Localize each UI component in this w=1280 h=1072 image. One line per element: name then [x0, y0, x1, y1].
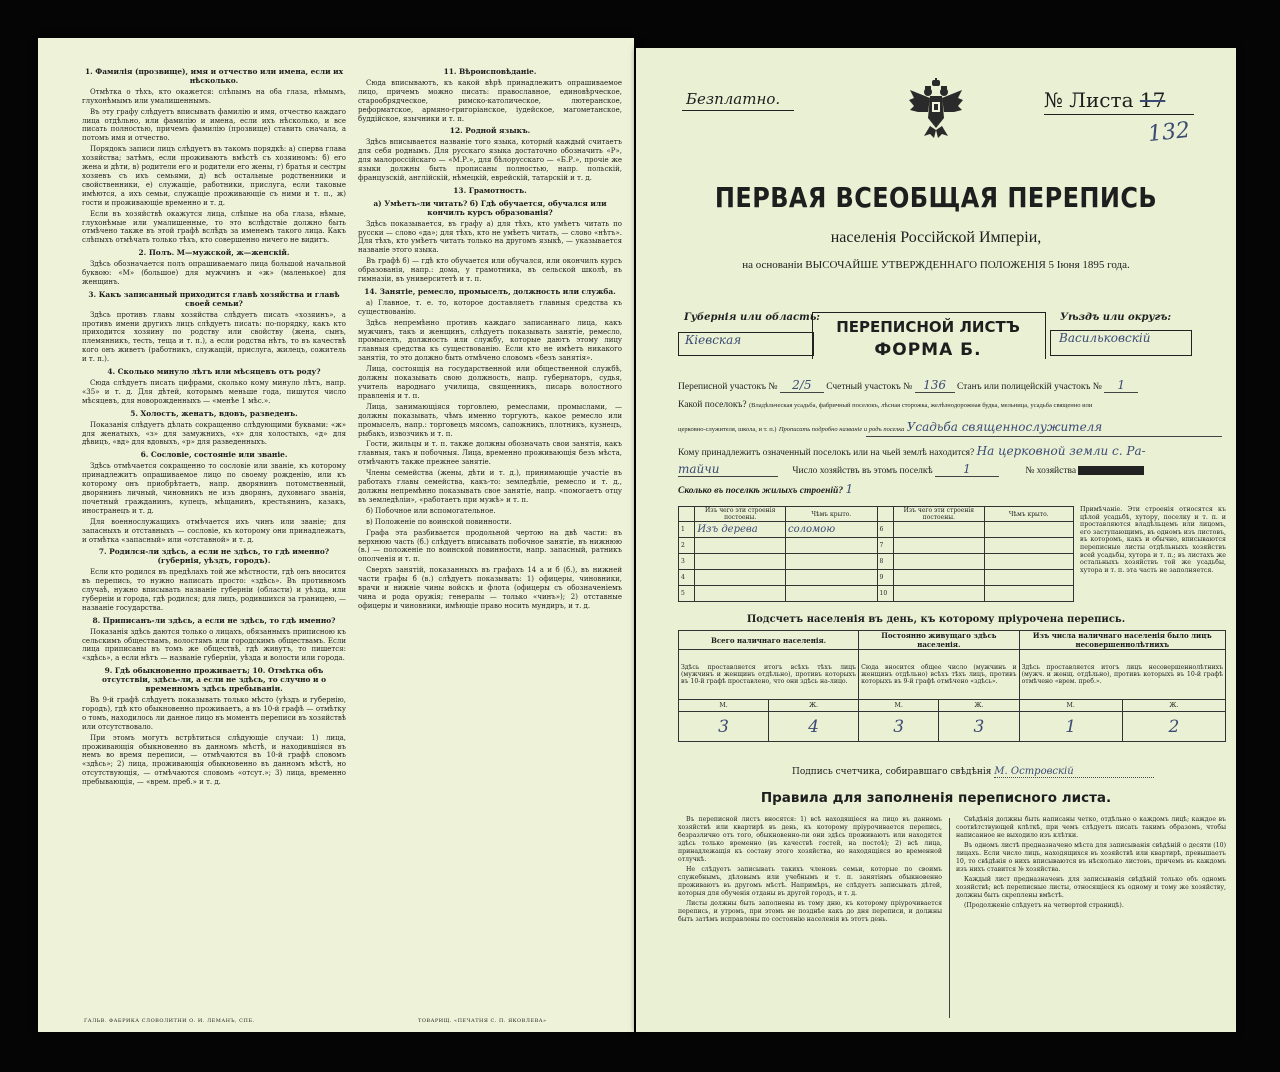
list-number-underline: [1044, 114, 1194, 115]
settlement-type-value: Усадьба священнослужителя: [906, 420, 1103, 434]
instruction-paragraph: Сверхъ занятій, показанныхъ въ графахъ 14 а и б (б.), въ нижней части графы б (в.) слѣдуетъ показывать: 1) офицеры, чиновники, врачи и нижніе чины войскъ и флота (офицеры съ обозначеніемъ чина и рода оружія; генералы — только «чинъ»); 2) отставные офицеры и чиновники, имѣющіе право носить мундиръ, и т. д.: [358, 566, 622, 610]
household-number-redacted: [1078, 466, 1144, 475]
instruction-paragraph: Показанія слѣдуетъ дѣлать сокращенно слѣдующими буквами: «ж» для женатыхъ, «з» для замужнихъ, «х» для холостыхъ, «д» для дѣвицъ, «вд» для вдовыхъ, «р» для разведенныхъ.: [82, 420, 346, 447]
bld-row-number: 7: [877, 538, 894, 554]
form-type-title: ПЕРЕПИСНОЙ ЛИСТЪ: [836, 318, 1020, 336]
population-table: [678, 630, 1226, 742]
instruction-paragraph: б) Побочное или вспомогательное.: [366, 506, 496, 515]
census-section-label: Переписной участокъ №: [678, 382, 778, 392]
bld-material-cell: [695, 538, 786, 554]
table-row: [679, 586, 1074, 602]
buildings-table: [678, 506, 1074, 602]
bld-col-material-2: Изъ чего эти строенія постоены.: [894, 507, 984, 522]
pop-desc-total: Здѣсь проставляется итогъ всѣхъ тѣхъ лицъ (мужчинъ и женщинъ отдѣльно), противъ которыхъ въ 10-й графѣ проставлено, что они здѣсь на-лицо.: [679, 650, 859, 700]
instruction-heading: 6. Сословіе, состояніе или званіе.: [140, 450, 288, 460]
free-underline: [682, 110, 794, 111]
count-section-label: Счетный участокъ №: [826, 382, 913, 392]
pop-zh-3: Ж.: [1122, 700, 1225, 712]
instruction-heading: 8. Приписанъ-ли здѣсь, а если не здѣсь, то гдѣ именно?: [92, 615, 336, 625]
settlement-type-hint: (Владѣльческая усадьба, фабричный поселокъ, лѣсная сторожка, желѣзнодорожная будка, мельница, усадьба священно или: [749, 402, 1093, 409]
rules-title: Правила для заполненія переписного листа.: [760, 790, 1112, 806]
pop-minors-zh-value: 2: [1122, 712, 1225, 742]
police-section-label: Станъ или полицейскій участокъ №: [956, 382, 1102, 392]
pop-col-permanent: Постоянно живущаго здѣсь населенія.: [859, 631, 1019, 650]
form-subtitle: населенія Россійской Имперіи,: [830, 229, 1042, 246]
police-section-value: 1: [1104, 378, 1138, 393]
instruction-heading: 4. Сколько минуло лѣтъ или мѣсяцевъ отъ роду?: [107, 367, 321, 377]
settlement-type-row: [678, 400, 1226, 410]
pop-desc-minors: Здѣсь проставляется итогъ лицъ несовершеннолѣтнихъ (мужч. и женщ. отдѣльно), противъ которыхъ въ 10-й графѣ отмѣчено «врем. преб.».: [1019, 650, 1225, 700]
instruction-paragraph: Въ эту графу слѣдуетъ вписывать фамилію и имя, отчество каждаго лица отдѣльно, или фамилію и имена, если ихъ нѣсколько, и все писать полностью, причемъ фамилію (прозвище) ставить сначала, а потомъ имя и отчество.: [82, 107, 346, 143]
instruction-paragraph: Здѣсь отмѣчается сокращенно то сословіе или званіе, къ которому принадлежитъ опрашиваемое лицо по своему рожденію, или къ которому онъ приобрѣтаетъ, напр. дворянинъ потомственный, дворянинъ личный, чиновникъ не изъ дворянъ, духовнаго званія, почетный гражданинъ, купецъ, мѣщанинъ, крестьянинъ, казакъ, иностранецъ и т. д.: [82, 462, 346, 515]
owner-row: [678, 444, 1226, 458]
printer-imprint-left: ГАЛЬВ. ФАБРИКА СЛОВОЛИТНИ О. И. ЛЕМАНЪ, СПБ.: [84, 1018, 255, 1024]
rules-paragraph: Листы должны быть заполнены въ тому дню, къ которому пріурочивается перепись, и утромъ, при этомъ не позднѣе какъ до дня переписи, и должны быть затѣмъ исправлены по состоянію населенія въ этотъ день.: [678, 900, 942, 923]
bld-roof-cell: [786, 554, 878, 570]
rules-paragraph: Въ одномъ листѣ предназначено мѣста для записыванія свѣдѣній о десяти (10) лицахъ. Если число лицъ, находящихся въ хозяйствѣ или квартирѣ, превышаетъ 10, то свѣдѣнія о нихъ вписываются въ нѣсколько листовъ, причемъ въ каждомъ изъ нихъ ставится № хозяйства.: [956, 842, 1226, 873]
printer-imprint-right: ТОВАРИЩ. «ПЕЧАТНЯ С. П. ЯКОВЛЕВА»: [418, 1018, 547, 1024]
form-type-b: ФОРМА Б.: [874, 340, 982, 360]
signature-label: Подпись счетчика, собиравшаго свѣдѣнія: [792, 767, 992, 777]
bld-row-number: 6: [877, 522, 894, 538]
bld-roof-cell: [984, 586, 1074, 602]
rules-column-right: [956, 816, 1226, 912]
bld-col-material: Изъ чего эти строенія постоены.: [695, 507, 786, 522]
census-form-page: [636, 48, 1236, 1032]
rules-paragraph: Не слѣдуетъ записывать такихъ членовъ семьи, которые по своимъ служебнымъ, дѣловымъ или учебнымъ и т. п. занятіямъ обыкновенно проживаютъ въ другомъ мѣстѣ. Напримѣръ, не слѣдуетъ записывать дѣтей, которыя для обученія отданы въ другой городъ, и т. д.: [678, 866, 942, 897]
instruction-paragraph: Лица, занимающіяся торговлею, ремеслами, промыслами, — должны показывать, чѣмъ именно торгуютъ, какое ремесло или промыселъ, напр.: торговецъ мясомъ, сапожникъ, плотникъ, кузнецъ, рыбакъ, извозчикъ и т. п.: [358, 402, 622, 438]
household-number-label: № хозяйства: [1025, 466, 1077, 476]
bld-material-cell: [894, 522, 984, 538]
instruction-paragraph: Сюда вписываютъ, къ какой вѣрѣ принадлежитъ опрашиваемое лицо, причемъ можно писать: православное, единовѣрческое, старообрядческое, римско-католическое, лютеранское, реформатское, армяно-григоріанское, іудейское, магометанское, буддійское, язычники и т. п.: [358, 78, 622, 123]
table-row: [679, 522, 1074, 538]
left-page: [38, 38, 634, 1032]
instructions-column-2: [358, 64, 622, 789]
bld-roof-cell: [786, 570, 878, 586]
bld-row-number: 5: [679, 586, 695, 602]
rules-column-left: [678, 816, 942, 926]
form-basis: на основаніи ВЫСОЧАЙШЕ УТВЕРЖДЕННАГО ПОЛОЖЕНІЯ 5 Іюня 1895 года.: [742, 259, 1130, 271]
owner-label: Кому принадлежитъ означенный поселокъ или на чьей землѣ находится?: [678, 448, 975, 458]
bld-roof-cell: [786, 586, 878, 602]
instruction-heading: 1. Фамилія (прозвище), имя и отчество или имена, если их нѣсколько.: [84, 67, 344, 85]
bld-material-cell: [894, 570, 984, 586]
population-count-title: Подсчетъ населенія въ день, къ которому пріурочена перепись.: [746, 614, 1126, 625]
form-title: ПЕРВАЯ ВСЕОБЩАЯ ПЕРЕПИСЬ: [714, 181, 1158, 215]
imperial-eagle-emblem-icon: [908, 78, 964, 140]
pop-permanent-m-value: 3: [859, 712, 939, 742]
bld-row-number: 1: [679, 522, 695, 538]
list-number: [1044, 88, 1165, 112]
bld-roof-cell: [984, 538, 1074, 554]
instruction-paragraph: Здѣсь противъ главы хозяйства слѣдуетъ писать «хозяинъ», а противъ имени другихъ лицъ слѣдуетъ писать: по-порядку, какъ кто приходится хозяину по родству или свойству (жена, сынъ, племянникъ, тесть, теща и т. п.), а если родства нѣтъ, то въ качествѣ кого онъ живетъ (работникъ, служащій, прислуга, жилецъ, сожитель и т. п.).: [82, 310, 346, 364]
pop-total-zh-value: 4: [769, 712, 859, 742]
bld-col-num-2: [877, 507, 894, 522]
bld-roof-cell: [984, 522, 1074, 538]
owner-value-2: тайчи: [678, 462, 778, 477]
instruction-paragraph: Въ 9-й графѣ слѣдуетъ показывать только мѣсто (уѣздъ и губернію, городъ), гдѣ кто обыкновенно проживаетъ, а въ 10-й графѣ — отмѣтку о томъ, находилось ли данное лицо въ моментъ переписи въ хозяйствѣ или отсутствовало.: [82, 696, 346, 731]
buildings-row: [678, 482, 853, 496]
instruction-heading: 2. Полъ. М—мужской, ж—женскій.: [138, 248, 290, 258]
instruction-paragraph: Для военнослужащихъ отмѣчается ихъ чинъ или званіе; для запасныхъ и отставныхъ — сословіе, къ которому они принадлежатъ, и отмѣтка «запасный» или «отставной» и т. д.: [82, 517, 346, 544]
bld-roof-cell: [786, 538, 878, 554]
instruction-paragraph: Если въ хозяйствѣ окажутся лица, слѣпые на оба глаза, нѣмые, глухонѣмые или умалишенные, то это вслѣдствіе должно быть отмѣчено также въ этой графѣ вслѣдъ за именемъ такого лица. Какъ слѣпыхъ отмѣчать только тѣхъ, кто совершенно ничего не видитъ.: [82, 209, 346, 245]
enumerator-signature-row: [792, 766, 1154, 778]
instruction-paragraph: Здѣсь обозначается полъ опрашиваемаго лица большой начальной буквою: «М» (большое) для мужчинъ и «ж» (маленькое) для женщинъ.: [82, 260, 346, 286]
instruction-paragraph: Здѣсь непремѣнно противъ каждаго записаннаго лица, какъ мужчинъ, такъ и женщинъ, слѣдуетъ показывать занятіе, ремесло, промыселъ, должность или службу, которые даютъ этому лицу главныя средства къ существованію. Если кто не имѣетъ никакого занятія, то это должно быть отмѣчено словомъ «безъ занятія».: [358, 318, 622, 363]
bld-roof-cell: [984, 554, 1074, 570]
settlement-underline: [866, 436, 1222, 437]
pop-m-1: М.: [679, 700, 769, 712]
buildings-value: 1: [845, 482, 854, 496]
instruction-heading: а) Умѣетъ-ли читать? б) Гдѣ обучается, обучался или кончилъ курсъ образованія?: [373, 198, 607, 217]
pop-m-3: М.: [1019, 700, 1122, 712]
households-count-label: Число хозяйствъ въ этомъ поселкѣ: [792, 466, 933, 476]
pop-zh-2: Ж.: [939, 700, 1019, 712]
instruction-paragraph: в) Положеніе по воинской повинности.: [366, 517, 512, 526]
instruction-heading: 5. Холостъ, женатъ, вдовъ, разведенъ.: [130, 408, 298, 418]
list-number-struck: 17: [1139, 88, 1166, 112]
instruction-paragraph: Гости, жильцы и т. п. также должны обозначать свои занятія, какъ главныя, такъ и побочныя. Лица, временно проживающія безъ мѣста, отмѣчаютъ также прежнее занятіе.: [358, 440, 622, 467]
bld-col-roof: Чѣмъ крыто.: [786, 507, 878, 522]
settlement-type-hint-2: церковно-служителя, школа, и т. п.): [678, 426, 777, 433]
bld-row-number: 8: [877, 554, 894, 570]
instruction-paragraph: а) Главное, т. е. то, которое доставляетъ главныя средства къ существованію.: [358, 298, 622, 316]
instruction-heading: 3. Какъ записанный приходится главѣ хозяйства и главѣ своей семьи?: [88, 289, 340, 308]
census-section-row: [678, 378, 1218, 393]
count-section-value: 136: [915, 378, 955, 393]
settlement-type-note: Прописать подробно названіе и родъ поселка: [778, 426, 905, 433]
bld-material-cell: [894, 538, 984, 554]
bld-col-roof-2: Чѣмъ крыто.: [984, 507, 1074, 522]
table-row: [679, 554, 1074, 570]
census-section-value: 2/5: [780, 378, 824, 393]
pop-minors-m-value: 1: [1019, 712, 1122, 742]
pop-col-total: Всего наличнаго населенія.: [679, 631, 859, 650]
district-label: Уѣздъ или округъ:: [1060, 312, 1172, 323]
bld-material-cell: [894, 586, 984, 602]
signature-value: М. Островскій: [994, 766, 1154, 778]
rules-paragraph: Въ переписной листъ вносятся: 1) всѣ находящіеся на лицо въ данномъ хозяйствѣ или квартирѣ въ день, къ которому пріурочивается перепись, безразлично отъ того, обыкновенно-ли они здѣсь проживаютъ или находятся здѣсь только временно (въ качествѣ гостей, на постоѣ); 2) всѣ лица, принадлежащія къ составу этого хозяйства, но находящіяся во временной отлучкѣ.: [678, 816, 942, 863]
bld-material-cell: Изъ дерева: [695, 522, 786, 538]
district-value: Васильковскій: [1050, 330, 1192, 356]
bld-row-number: 10: [877, 586, 894, 602]
instruction-paragraph: Порядокъ записи лицъ слѣдуетъ въ такомъ порядкѣ: а) сперва глава хозяйства; затѣмъ, если проживаютъ вмѣстѣ съ хозяиномъ: б) его жена и дѣти, в) родители его и родители его жены, г) братья и сестры хозяевъ съ ихъ семьями, д) всѣ остальные родственники и свойственники, е) служащіе, работники, прислуга, если таковые имѣются, а ихъ семьи, служащіе проживающіе съ ними и т. п., ж) гости и проживающіе временно и т. д.: [82, 145, 346, 207]
bld-material-cell: [695, 586, 786, 602]
rules-divider: [949, 818, 950, 1018]
bld-material-cell: [695, 570, 786, 586]
bld-row-number: 4: [679, 570, 695, 586]
instruction-paragraph: Въ графѣ б) — гдѣ кто обучается или обучался, или окончилъ курсъ образованія, напр.: дома, у грамотника, въ сельской школѣ, въ гимназіи, въ университетѣ и т. п.: [358, 257, 622, 284]
list-number-label: № Листа: [1044, 88, 1134, 112]
bld-row-number: 2: [679, 538, 695, 554]
pop-permanent-zh-value: 3: [939, 712, 1019, 742]
instruction-paragraph: Лица, состоящія на государственной или общественной службѣ, должны показывать свою должность, напр. губернаторъ, судья, учитель народнаго училища, священникъ, писарь волостного правленія и т. п.: [358, 365, 622, 400]
pop-col-minors: Изъ числа наличнаго населенія было лицъ несовершеннолѣтнихъ: [1019, 631, 1225, 650]
table-row: [679, 538, 1074, 554]
instruction-heading: 13. Грамотность.: [453, 185, 527, 195]
bld-roof-cell: [984, 570, 1074, 586]
instruction-paragraph: При этомъ могутъ встрѣтиться слѣдующіе случаи: 1) лица, проживающія обыкновенно въ данномъ мѣстѣ, и находившіяся въ немъ во время переписи, — отмѣчаются въ 10-й графѣ словомъ «здѣсь»; 2) лица, проживающія обыкновенно въ данномъ мѣстѣ, но отсутствующія, — отмѣчаются словомъ «отсут.»; 3) лица, временно пребывающія, — «врем. преб.» и т. д.: [82, 733, 346, 787]
pop-zh-1: Ж.: [769, 700, 859, 712]
instruction-heading: 14. Занятіе, ремесло, промыселъ, должность или служба.: [364, 286, 616, 296]
buildings-note: Примѣчаніе. Эти строенія относятся къ цѣлой усадьбѣ, хутору, поселку и т. п. и проставляются владѣльцемъ или лицомъ, его заступающимъ, въ одномъ изъ листовъ, въ которомъ, какъ и обычно, вписываются переписные листы отдѣльныхъ хозяйствъ всей усадьбы, хутора и т. п.; въ листахъ же остальныхъ хозяйствъ той же усадьбы, хутора и т. п. эта часть не заполняется.: [1080, 506, 1226, 574]
pop-total-m-value: 3: [679, 712, 769, 742]
list-number-handwritten: 132: [1146, 117, 1192, 148]
instruction-paragraph: Показанія здѣсь даются только о лицахъ, обязанныхъ приписною къ сельскимъ обществамъ, волостямъ или городскимъ обществамъ. Если лица приписаны въ томъ же обществѣ, гдѣ живутъ, то пишется: «здѣсь», а если нѣтъ — названіе губерніи, уѣзда и волости или города.: [82, 627, 346, 663]
instruction-heading: 9. Гдѣ обыкновенно проживаетъ; 10. Отмѣтка объ отсутствіи, здѣсь-ли, а если не здѣсь, то случно и о временномъ здѣсь пребываніи.: [101, 666, 327, 694]
instruction-paragraph: Если кто родился въ предѣлахъ той же мѣстности, гдѣ онъ вносится въ перепись, то нужно написать просто: «здѣсь». Въ противномъ случаѣ, нужно вписывать названіе губерніи (области) и уѣзда, или губерніи и города, гдѣ родился; для лицъ, родившихся за границею, — названіе государства.: [82, 568, 346, 612]
bld-row-number: 9: [877, 570, 894, 586]
instruction-paragraph: Здѣсь вписывается названіе того языка, который каждый считаетъ для себя роднымъ. Для русскаго языка достаточно обозначить «Р», для малороссійскаго — «М.Р.», для бѣлорусскаго — «Б.Р.», прочіе же языки должны быть прописаны полностью, напр. польскій, французскій, англійскій, нѣмецкій, еврейскій, татарскій и т. д.: [358, 138, 622, 182]
households-row: [678, 462, 1226, 477]
buildings-label: Сколько въ поселкѣ жилыхъ строеній?: [678, 486, 844, 496]
province-value: Кіевская: [678, 332, 814, 356]
instruction-paragraph: Сюда слѣдуетъ писать цифрами, сколько кому минуло лѣтъ, напр. «35» и т. д. Для дѣтей, которымъ меньше года, пишутся число мѣсяцевъ, для новорожденныхъ — «менѣе 1 мѣс.».: [82, 379, 346, 405]
instruction-heading: 11. Вѣроисповѣданіе.: [443, 67, 537, 76]
bld-roof-cell: соломою: [786, 522, 878, 538]
table-row: [679, 570, 1074, 586]
instruction-paragraph: Отмѣтка о тѣхъ, кто окажется: слѣпымъ на оба глаза, нѣмымъ, глухонѣмымъ или умалишеннымъ.: [82, 87, 346, 105]
pop-m-2: М.: [859, 700, 939, 712]
instruction-heading: 12. Родной языкъ.: [449, 126, 531, 136]
bld-material-cell: [894, 554, 984, 570]
instruction-heading: 7. Родился-ли здѣсь, а если не здѣсь, то гдѣ именно? (губернія, уѣздъ, городъ).: [98, 547, 330, 566]
rules-paragraph: Свѣдѣнія должны быть написаны четко, отдѣльно о каждомъ лицѣ; каждое въ соотвѣтствующей клѣткѣ, при чемъ слѣдуетъ писать такимъ образомъ, чтобы написанное не выходило изъ клѣтки.: [956, 816, 1226, 839]
instruction-paragraph: Здѣсь показывается, въ графу а) для тѣхъ, кто умѣетъ читать по русски — слово «да»; для тѣхъ, кто не умѣетъ читать, — слово «нѣтъ». Для тѣхъ, кто умѣетъ читать только на другомъ языкѣ, — указывается названіе этого языка.: [358, 219, 622, 255]
settlement-type-row-2: [678, 420, 1226, 434]
free-label: Безплатно.: [686, 90, 781, 108]
bld-row-number: 3: [679, 554, 695, 570]
instructions-column-1: [82, 64, 346, 789]
bld-col-num: [679, 507, 695, 522]
pop-desc-permanent: Сюда вносится общее число (мужчинъ и женщинъ отдѣльно) всѣхъ тѣхъ лицъ, противъ которыхъ въ 9-й графѣ отмѣчено «здѣсь».: [859, 650, 1019, 700]
bld-material-cell: [695, 554, 786, 570]
rules-paragraph: Каждый лист предназначенъ для записыванія свѣдѣній только объ одномъ хозяйствѣ; всѣ переписные листы, относящіеся къ одному и тому же хозяйству, должны быть скреплены вмѣстѣ.: [956, 876, 1226, 899]
instruction-paragraph: Члены семейства (жены, дѣти и т. д.), принимающіе участіе въ работахъ главы семейства, какъ-то: земледѣліе, ремесло и т. д., должны непремѣнно показывать свое занятіе, напр. «помогаетъ отцу въ земледѣліи», «работаетъ при мужѣ» и т. п.: [358, 469, 622, 504]
owner-value: На церковной земли с. Ра-: [976, 444, 1146, 458]
settlement-type-label: Какой поселокъ?: [678, 400, 747, 410]
households-count-value: 1: [935, 462, 999, 477]
rules-paragraph: (Продолженіе слѣдуетъ на четвертой страницѣ).: [964, 902, 1124, 909]
province-label: Губернія или область:: [684, 312, 820, 323]
instruction-paragraph: Графа эта разбивается продольной чертою на двѣ части: въ верхнюю часть (б.) слѣдуетъ вписывать побочное занятіе, въ нижнюю (в.) — положеніе по воинской повинности, напр. запасный, ратникъ ополченія и т. п.: [358, 528, 622, 564]
